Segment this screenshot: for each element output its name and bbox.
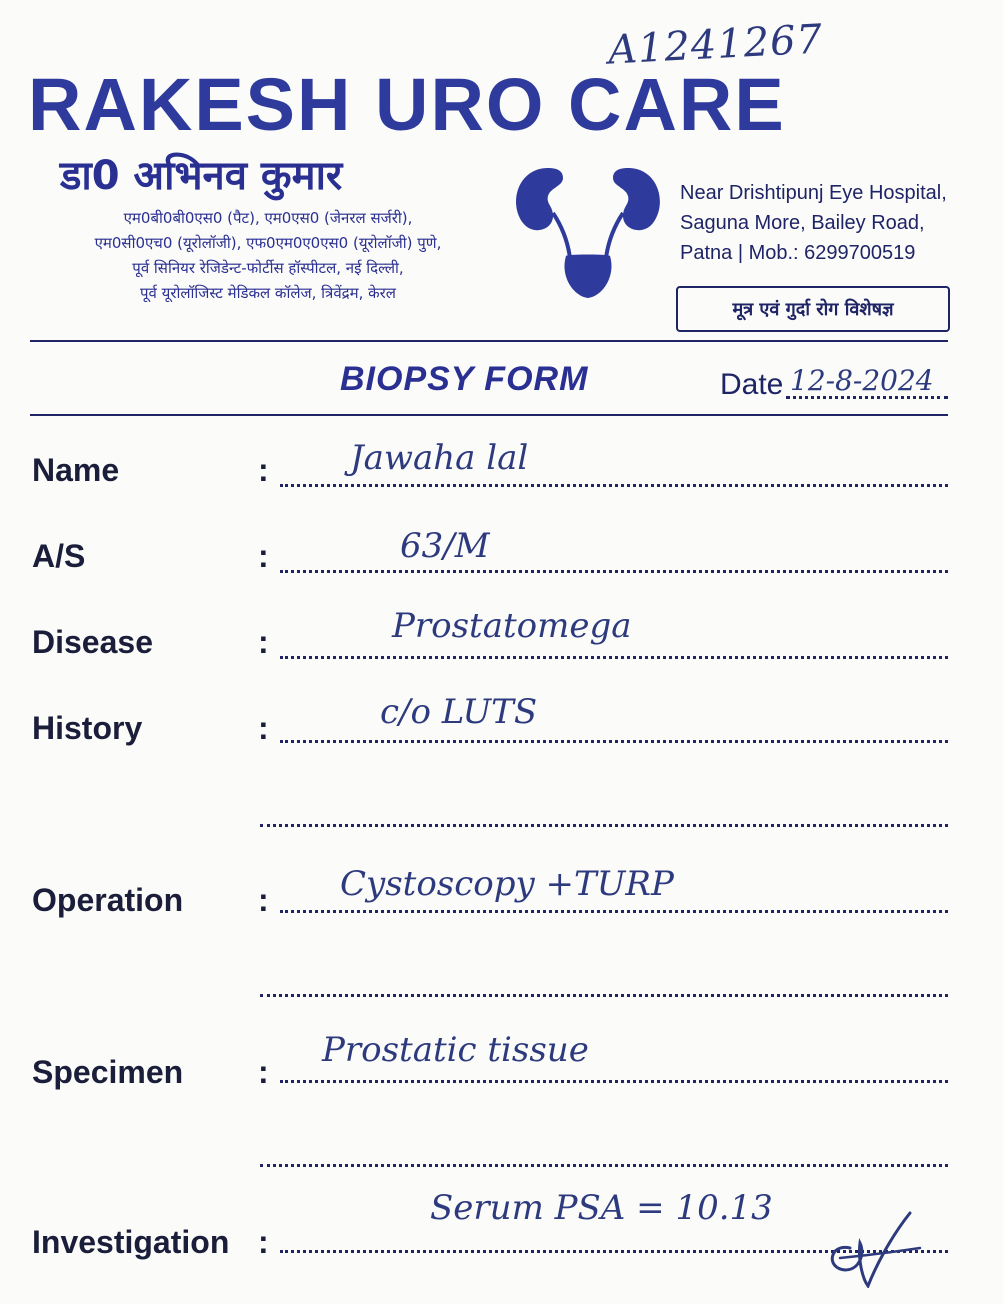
doctor-name: डा0 अभिनव कुमार [60,153,343,199]
specimen-value[interactable]: Prostatic tissue [322,1030,589,1070]
operation-value[interactable]: Cystoscopy +TURP [340,864,674,904]
kidney-bladder-logo-icon [508,158,668,308]
disease-dotted-line [280,656,948,659]
title-divider [30,414,948,416]
colon: : [258,452,269,488]
age-sex-dotted-line [280,570,948,573]
qualification-line: पूर्व सिनियर रेजिडेन्ट-फोर्टीस हॉस्पीटल, नई दिल्ली, [132,259,404,277]
date-label: Date [720,368,784,401]
address-line: Saguna More, Bailey Road, [680,212,925,234]
colon: : [258,1054,269,1090]
investigation-value[interactable]: Serum PSA = 10.13 [430,1188,773,1228]
clinic-name: RAKESH URO CARE [28,63,786,146]
specialty-badge: मूत्र एवं गुर्दा रोग विशेषज्ञ [676,286,950,332]
operation-extra-line [260,994,948,997]
operation-label: Operation [32,882,184,918]
name-value[interactable]: Jawaha lal [350,438,529,478]
registration-number: A1241267 [606,16,825,74]
colon: : [258,538,269,574]
qualification-line: एम0सी0एच0 (यूरोलॉजी), एफ0एम0ए0एस0 (यूरोलॉजी) पुणे, [94,234,442,252]
colon: : [258,624,269,660]
disease-value[interactable]: Prostatomega [392,606,632,646]
qualification-line: पूर्व यूरोलॉजिस्ट मेडिकल कॉलेज, त्रिवेंद्रम, केरल [140,284,396,302]
age-sex-label: A/S [32,538,86,574]
address-line: Patna | Mob.: 6299700519 [680,242,916,264]
header-divider [30,340,948,342]
name-label: Name [32,452,120,488]
history-extra-line [260,824,948,827]
history-value[interactable]: c/o LUTS [380,692,538,732]
doctor-qualifications [28,206,508,306]
specimen-label: Specimen [32,1054,184,1090]
colon: : [258,1224,269,1260]
date-value[interactable]: 12-8-2024 [790,364,934,397]
operation-dotted-line [280,910,948,913]
clinic-address [680,178,947,268]
signature-icon [820,1208,930,1288]
qualification-line: एम0बी0बी0एस0 (पैट), एम0एस0 (जेनरल सर्जरी), [123,209,413,227]
address-line: Near Drishtipunj Eye Hospital, [680,182,947,204]
age-sex-value[interactable]: 63/M [400,526,490,566]
specimen-dotted-line [280,1080,948,1083]
disease-label: Disease [32,624,153,660]
investigation-label: Investigation [32,1224,230,1260]
history-label: History [32,710,143,746]
name-dotted-line [280,484,948,487]
specimen-extra-line [260,1164,948,1167]
history-dotted-line [280,740,948,743]
colon: : [258,710,269,746]
form-title: BIOPSY FORM [340,360,589,398]
colon: : [258,882,269,918]
